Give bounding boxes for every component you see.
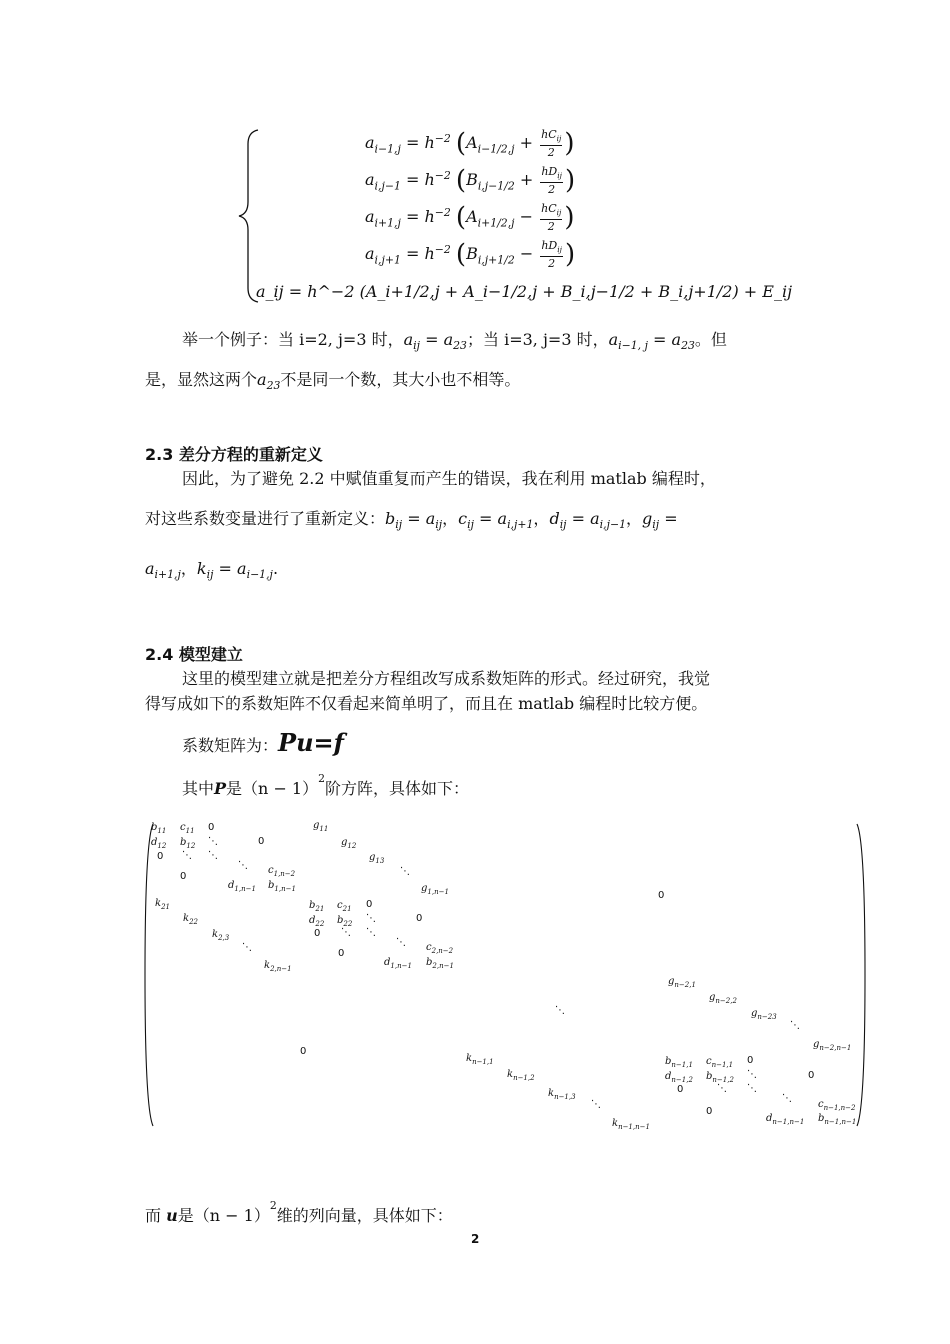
matrix-entry: $c_{n-1,1}$ <box>706 1056 734 1069</box>
matrix-entry: 0 <box>706 1106 713 1117</box>
matrix-entry: $c_{n-1,n-2}$ <box>818 1099 856 1112</box>
matrix-entry: 0 <box>416 913 423 924</box>
matrix-entry: ⋱ <box>366 913 376 924</box>
matrix-entry: ⋱ <box>747 1083 757 1094</box>
matrix-entry: $g_{1,n-1}$ <box>421 883 449 896</box>
matrix-entry: ⋱ <box>591 1099 601 1110</box>
matrix-entry: $b_{n-1,2}$ <box>706 1071 734 1084</box>
matrix-entry: $k_{21}$ <box>155 898 170 911</box>
vector-description: 而 u是$(n - 1)^2$维的列向量，具体如下： <box>145 1198 453 1225</box>
matrix-entry: $k_{n-1,3}$ <box>548 1088 576 1101</box>
matrix-entry: $b_{11}$ <box>151 822 167 835</box>
matrix-entry: $k_{2,3}$ <box>212 929 230 942</box>
equation-line-2: $a_{i,j-1} = h^{-2}$ ($B_{i,j-1/2}$ + $\frac{hD_{ij}}{2}$ ) <box>365 165 576 197</box>
section24-line4: 其中P是$(n - 1)^2$阶方阵，具体如下： <box>182 771 470 798</box>
section23-line3: $a_{i+1,j}$，$k_{ij} = a_{i-1,j}$. <box>145 559 279 582</box>
matrix-entry: $b_{n-1,n-1}$ <box>818 1113 857 1126</box>
matrix-entry: 0 <box>747 1055 754 1066</box>
matrix-entry: $d_{n-1,2}$ <box>665 1071 693 1084</box>
matrix-entry: $g_{13}$ <box>369 852 385 865</box>
matrix-entry: ⋱ <box>208 850 218 861</box>
matrix-entry: 0 <box>338 948 345 959</box>
matrix-entry: 0 <box>157 851 164 862</box>
matrix-entry: $g_{n-2,1}$ <box>668 976 696 989</box>
matrix-entry: $d_{22}$ <box>309 915 325 928</box>
matrix-entry: ⋱ <box>747 1069 757 1080</box>
matrix-entry: ⋱ <box>208 836 218 847</box>
matrix-entry: $k_{2,n-1}$ <box>264 960 292 973</box>
section24-line3: 系数矩阵为：Pu=f <box>182 728 344 757</box>
left-brace <box>236 128 262 308</box>
para1-line1: 举一个例子：当 i=2, j=3 时，$a_{ij} = a_{23}$；当 i=3, j=3 时，$a_{i-1, j} = a_{23}$。但 <box>182 330 727 353</box>
matrix-entry: 0 <box>180 871 187 882</box>
matrix-entry: $g_{11}$ <box>313 820 329 833</box>
matrix-entry: $c_{1,n-2}$ <box>268 865 296 878</box>
matrix-entry: $b_{12}$ <box>180 837 196 850</box>
section23-line1: 因此，为了避免 2.2 中赋值重复而产生的错误，我在利用 matlab 编程时， <box>182 469 716 488</box>
matrix-entry: 0 <box>677 1084 684 1095</box>
matrix-entry: ⋱ <box>341 927 351 938</box>
section24-line1: 这里的模型建立就是把差分方程组改写成系数矩阵的形式。经过研究，我觉 <box>182 669 711 688</box>
matrix-entry: $g_{n-2,2}$ <box>709 992 737 1005</box>
equation-line-5: a_ij = h^−2 (A_i+1/2,j + A_i−1/2,j + B_i,j−1/2 + B_i,j+1/2) + E_ij <box>256 282 793 301</box>
matrix-entry: $g_{n-23}$ <box>751 1008 777 1021</box>
matrix-entry: ⋱ <box>242 942 252 953</box>
matrix-entry: 0 <box>208 822 215 833</box>
matrix-entry: ⋱ <box>790 1020 800 1031</box>
section-heading-2-3: 2.3 差分方程的重新定义 <box>145 445 323 464</box>
matrix-entry: ⋱ <box>400 866 410 877</box>
matrix-entry: $k_{n-1,1}$ <box>466 1053 494 1066</box>
matrix-equation: Pu=f <box>278 728 344 757</box>
matrix-entry: 0 <box>314 928 321 939</box>
matrix-entry: $k_{n-1,n-1}$ <box>612 1118 650 1131</box>
page-number: 2 <box>471 1232 480 1246</box>
matrix-left-paren <box>143 822 155 1132</box>
matrix-entry: $d_{12}$ <box>151 837 167 850</box>
matrix-entry: ⋱ <box>182 850 192 861</box>
matrix-entry: ⋱ <box>366 927 376 938</box>
matrix-entry: $c_{21}$ <box>337 900 352 913</box>
matrix-entry: $b_{1,n-1}$ <box>268 880 296 893</box>
matrix-entry: $b_{22}$ <box>337 915 353 928</box>
matrix-entry: $d_{1,n-1}$ <box>384 957 412 970</box>
matrix-entry: $b_{2,n-1}$ <box>426 957 454 970</box>
matrix-entry: $d_{1,n-1}$ <box>228 880 256 893</box>
matrix-entry: 0 <box>300 1046 307 1057</box>
matrix-entry: 0 <box>658 890 665 901</box>
section24-line2: 得写成如下的系数矩阵不仅看起来简单明了，而且在 matlab 编程时比较方便。 <box>145 694 708 713</box>
matrix-entry: $c_{2,n-2}$ <box>426 942 454 955</box>
matrix-entry: $b_{n-1,1}$ <box>665 1056 693 1069</box>
matrix-entry: ⋱ <box>717 1083 727 1094</box>
matrix-entry: $b_{21}$ <box>309 900 325 913</box>
matrix-right-paren <box>855 822 867 1132</box>
matrix-entry: $g_{n-2,n-1}$ <box>813 1039 852 1052</box>
matrix-entry: ⋱ <box>782 1093 792 1104</box>
matrix-entry: $c_{11}$ <box>180 822 195 835</box>
matrix-entry: ⋱ <box>396 937 406 948</box>
matrix-entry: $d_{n-1,n-1}$ <box>766 1113 805 1126</box>
matrix-entry: $k_{22}$ <box>183 913 198 926</box>
equation-line-4: $a_{i,j+1} = h^{-2}$ ($B_{i,j+1/2}$ − $\frac{hD_{ij}}{2}$ ) <box>365 239 576 271</box>
equation-line-1: $a_{i-1,j} = h^{-2}$ ($A_{i-1/2,j}$ + $\frac{hC_{ij}}{2}$ ) <box>365 128 575 160</box>
matrix-entry: ⋱ <box>238 860 248 871</box>
matrix-entry: $k_{n-1,2}$ <box>507 1069 535 1082</box>
matrix-entry: $g_{12}$ <box>341 837 357 850</box>
matrix-entry: ⋱ <box>555 1005 565 1016</box>
matrix-entry: 0 <box>808 1070 815 1081</box>
matrix-entry: 0 <box>366 899 373 910</box>
matrix-entry: 0 <box>258 836 265 847</box>
section23-line2: 对这些系数变量进行了重新定义：$b_{ij} = a_{ij}$，$c_{ij} = a_{i,j+1}$，$d_{ij} = a_{i,j-1}$，$g_{ij}$ = <box>145 509 678 532</box>
equation-line-3: $a_{i+1,j} = h^{-2}$ ($A_{i+1/2,j}$ − $\frac{hC_{ij}}{2}$ ) <box>365 202 575 234</box>
section-heading-2-4: 2.4 模型建立 <box>145 645 243 664</box>
para1-line2: 是，显然这两个$a_{23}$不是同一个数，其大小也不相等。 <box>145 370 521 393</box>
